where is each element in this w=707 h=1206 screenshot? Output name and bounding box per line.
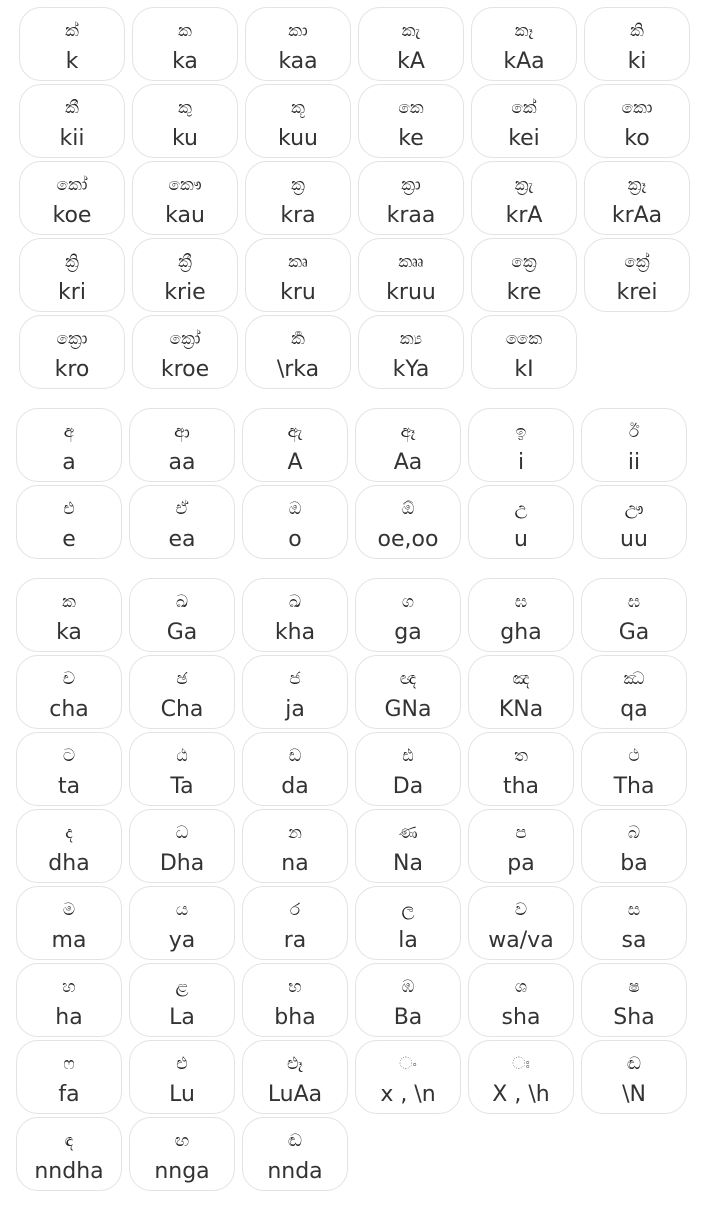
key-button[interactable]	[132, 161, 238, 235]
sinhala-glyph: ක්‍රැ	[514, 175, 534, 195]
sinhala-glyph: උ	[514, 499, 528, 519]
roman-label: bha	[274, 1005, 316, 1030]
roman-label: krA	[505, 203, 543, 228]
sinhala-glyph: ග	[401, 592, 415, 612]
sinhala-glyph: ක	[178, 21, 192, 41]
sinhala-glyph: ක	[62, 592, 76, 612]
sinhala-glyph: ඇ	[287, 422, 303, 442]
key-button[interactable]	[358, 238, 464, 312]
key-button[interactable]	[355, 1040, 461, 1114]
sinhala-glyph: කි	[630, 21, 644, 41]
sinhala-glyph: ඨ	[176, 746, 188, 766]
key-button[interactable]	[245, 238, 351, 312]
key-button[interactable]	[468, 485, 574, 559]
roman-label: Ta	[170, 774, 194, 799]
sinhala-glyph: බ	[627, 823, 641, 843]
key-button[interactable]	[16, 1040, 122, 1114]
sinhala-glyph: කු	[178, 98, 192, 118]
sinhala-glyph: ර	[289, 900, 301, 920]
sinhala-glyph: ආ	[174, 422, 190, 442]
sinhala-glyph: ණ	[398, 823, 418, 843]
key-button[interactable]	[242, 1117, 348, 1191]
key-button[interactable]	[242, 963, 348, 1037]
sinhala-glyph: ක්‍රො	[56, 329, 88, 349]
sinhala-glyph: කෑ	[514, 21, 534, 41]
sinhala-glyph: කෙ	[398, 98, 424, 118]
roman-label: ga	[394, 620, 422, 645]
key-button[interactable]	[581, 886, 687, 960]
key-button[interactable]	[129, 732, 235, 806]
key-button[interactable]	[471, 238, 577, 312]
key-button[interactable]	[355, 809, 461, 883]
key-button[interactable]	[355, 408, 461, 482]
roman-label: la	[398, 928, 418, 953]
roman-label: krei	[616, 280, 658, 305]
sinhala-glyph: ඤ	[512, 669, 530, 689]
sinhala-glyph: ඳ	[64, 1131, 74, 1151]
key-button[interactable]	[581, 408, 687, 482]
sinhala-glyph: ට	[62, 746, 76, 766]
roman-label: wa/va	[488, 928, 554, 953]
key-button[interactable]	[242, 485, 348, 559]
sinhala-glyph: එ	[63, 499, 75, 519]
key-button[interactable]	[245, 7, 351, 81]
key-button[interactable]	[242, 886, 348, 960]
key-button[interactable]	[245, 315, 351, 389]
sinhala-glyph: ප	[515, 823, 527, 843]
sinhala-glyph: ළූ	[287, 1054, 303, 1074]
sinhala-glyph: ක්‍රී	[178, 252, 192, 272]
sinhala-glyph: කො	[621, 98, 653, 118]
roman-label: ya	[168, 928, 196, 953]
roman-label: a	[62, 450, 76, 475]
sinhala-glyph: ය	[175, 900, 189, 920]
key-button[interactable]	[355, 655, 461, 729]
key-button[interactable]	[242, 578, 348, 652]
roman-label: u	[514, 527, 528, 552]
key-button[interactable]	[129, 963, 235, 1037]
roman-label: Dha	[159, 851, 205, 876]
sinhala-glyph: කූ	[291, 98, 305, 118]
key-button[interactable]	[584, 161, 690, 235]
roman-label: sha	[501, 1005, 541, 1030]
key-button[interactable]	[468, 963, 574, 1037]
vowels-grid	[16, 408, 687, 559]
sinhala-glyph: ක්‍රෙ	[511, 252, 537, 272]
key-button[interactable]	[355, 732, 461, 806]
sinhala-glyph: කෘ	[288, 252, 308, 272]
roman-label: \N	[622, 1082, 646, 1107]
key-button[interactable]	[19, 161, 125, 235]
roman-label: ko	[624, 126, 650, 151]
roman-label: krie	[164, 280, 206, 305]
key-button[interactable]	[468, 886, 574, 960]
roman-label: Ga	[618, 620, 650, 645]
sinhala-glyph: ඈ	[400, 422, 416, 442]
sinhala-glyph: කේ	[511, 98, 537, 118]
roman-label: i	[517, 450, 525, 475]
sinhala-glyph: ල	[401, 900, 415, 920]
key-button[interactable]	[358, 84, 464, 158]
key-button[interactable]	[581, 655, 687, 729]
sinhala-glyph: ක්‍ය	[399, 329, 423, 349]
sinhala-glyph: ර්‍ක	[291, 329, 305, 349]
roman-label: A	[287, 450, 303, 475]
roman-label: La	[169, 1005, 195, 1030]
key-button[interactable]	[245, 161, 351, 235]
key-button[interactable]	[16, 578, 122, 652]
roman-label: kii	[59, 126, 85, 151]
sinhala-glyph: ඬ	[626, 1054, 642, 1074]
key-button[interactable]	[16, 655, 122, 729]
roman-label: Lu	[169, 1082, 195, 1107]
roman-label: ka	[56, 620, 82, 645]
key-button[interactable]	[129, 809, 235, 883]
roman-label: Ga	[166, 620, 198, 645]
key-button[interactable]	[471, 7, 577, 81]
roman-label: oe,oo	[377, 527, 439, 552]
roman-label: pa	[507, 851, 535, 876]
key-button[interactable]	[355, 886, 461, 960]
key-button[interactable]	[471, 161, 577, 235]
sinhala-glyph: ඪ	[402, 746, 414, 766]
key-button[interactable]	[468, 732, 574, 806]
sinhala-glyph: ශ	[514, 977, 528, 997]
key-button[interactable]	[581, 732, 687, 806]
key-button[interactable]	[16, 732, 122, 806]
roman-label: ra	[283, 928, 307, 953]
roman-label: Na	[393, 851, 423, 876]
roman-label: \rka	[276, 357, 320, 382]
sinhala-glyph: කෝ	[56, 175, 88, 195]
consonant-forms-grid	[19, 7, 690, 389]
sinhala-glyph: ඌ	[624, 499, 644, 519]
key-button[interactable]	[581, 578, 687, 652]
sinhala-glyph: අ	[63, 422, 75, 442]
roman-label: kaa	[278, 49, 318, 74]
sinhala-glyph: ද	[65, 823, 73, 843]
roman-label: ku	[171, 126, 198, 151]
sinhala-glyph: ඥ	[399, 669, 417, 689]
sinhala-glyph: ඛ	[288, 592, 302, 612]
sinhala-glyph: ජ	[289, 669, 301, 689]
sinhala-glyph: ඩ	[288, 746, 302, 766]
key-button[interactable]	[129, 886, 235, 960]
roman-label: kuu	[278, 126, 318, 151]
key-button[interactable]	[581, 485, 687, 559]
roman-label: Sha	[613, 1005, 655, 1030]
roman-label: kre	[506, 280, 542, 305]
sinhala-glyph: ඉ	[515, 422, 527, 442]
key-button[interactable]	[584, 7, 690, 81]
key-button[interactable]	[16, 1117, 122, 1191]
roman-label: k	[65, 49, 79, 74]
roman-label: kraa	[386, 203, 436, 228]
key-button[interactable]	[129, 578, 235, 652]
key-button[interactable]	[129, 408, 235, 482]
key-button[interactable]	[19, 84, 125, 158]
key-button[interactable]	[16, 886, 122, 960]
key-button[interactable]	[355, 485, 461, 559]
sinhala-glyph: ෂ	[628, 977, 640, 997]
sinhala-glyph: ඡ	[176, 669, 188, 689]
roman-label: koe	[52, 203, 92, 228]
key-button[interactable]	[19, 238, 125, 312]
sinhala-glyph: ත	[514, 746, 528, 766]
sinhala-glyph: ඝ	[627, 592, 641, 612]
key-button[interactable]	[242, 809, 348, 883]
sinhala-glyph: භ	[288, 977, 302, 997]
roman-label: Aa	[393, 450, 423, 475]
roman-label: tha	[502, 774, 540, 799]
key-button[interactable]	[242, 408, 348, 482]
sinhala-glyph: ව	[514, 900, 528, 920]
sinhala-glyph: ඔ	[288, 499, 302, 519]
roman-label: uu	[620, 527, 648, 552]
roman-label: ii	[627, 450, 641, 475]
roman-label: kruu	[386, 280, 436, 305]
roman-label: qa	[620, 697, 648, 722]
sinhala-glyph: ඒ	[175, 499, 189, 519]
roman-label: aa	[168, 450, 196, 475]
sinhala-glyph: කෲ	[398, 252, 424, 272]
sinhala-glyph: ධ	[175, 823, 189, 843]
sinhala-glyph: ච	[62, 669, 76, 689]
roman-label: nndha	[34, 1159, 104, 1184]
roman-label: nnda	[267, 1159, 323, 1184]
key-button[interactable]	[242, 1040, 348, 1114]
sinhala-glyph: ක්‍ර	[291, 175, 305, 195]
sinhala-glyph: ක්‍රෑ	[627, 175, 647, 195]
sinhala-glyph: න	[288, 823, 302, 843]
roman-label: e	[62, 527, 76, 552]
sinhala-glyph: කෛ	[505, 329, 543, 349]
key-button[interactable]	[132, 7, 238, 81]
key-button[interactable]	[358, 315, 464, 389]
roman-label: Ba	[393, 1005, 423, 1030]
key-button[interactable]	[16, 408, 122, 482]
roman-label: na	[281, 851, 309, 876]
roman-label: Da	[392, 774, 424, 799]
sinhala-glyph: ක්	[65, 21, 79, 41]
roman-label: fa	[58, 1082, 80, 1107]
sinhala-glyph: කා	[288, 21, 308, 41]
key-button[interactable]	[19, 7, 125, 81]
sinhala-glyph: ං	[399, 1054, 417, 1074]
roman-label: cha	[49, 697, 89, 722]
roman-label: kro	[54, 357, 90, 382]
key-button[interactable]	[584, 84, 690, 158]
key-button[interactable]	[584, 238, 690, 312]
roman-label: kha	[274, 620, 316, 645]
roman-label: GNa	[384, 697, 432, 722]
key-button[interactable]	[355, 963, 461, 1037]
sinhala-glyph: ඬ	[287, 1131, 303, 1151]
roman-label: dha	[48, 851, 90, 876]
sinhala-glyph: ළු	[176, 1054, 188, 1074]
roman-label: gha	[500, 620, 542, 645]
key-button[interactable]	[129, 655, 235, 729]
key-button[interactable]	[468, 809, 574, 883]
roman-label: kAa	[503, 49, 545, 74]
sinhala-glyph: ස	[627, 900, 641, 920]
key-button[interactable]	[16, 809, 122, 883]
roman-label: ea	[168, 527, 196, 552]
key-button[interactable]	[581, 963, 687, 1037]
roman-label: kri	[58, 280, 86, 305]
key-button[interactable]	[19, 315, 125, 389]
key-button[interactable]	[129, 1040, 235, 1114]
key-button[interactable]	[468, 1040, 574, 1114]
roman-label: Cha	[160, 697, 204, 722]
sinhala-glyph: කෞ	[168, 175, 202, 195]
sinhala-glyph: ඕ	[401, 499, 415, 519]
roman-label: kru	[280, 280, 316, 305]
roman-label: o	[288, 527, 302, 552]
key-button[interactable]	[468, 578, 574, 652]
key-button[interactable]	[242, 732, 348, 806]
key-button[interactable]	[581, 809, 687, 883]
key-button[interactable]	[132, 315, 238, 389]
sinhala-glyph: ඛ	[175, 592, 189, 612]
sinhala-glyph: කැ	[401, 21, 421, 41]
roman-label: x , \n	[380, 1082, 436, 1107]
key-button[interactable]	[358, 161, 464, 235]
roman-label: nnga	[154, 1159, 210, 1184]
sinhala-glyph: ඹ	[401, 977, 415, 997]
key-button[interactable]	[355, 578, 461, 652]
sinhala-glyph: ඃ	[512, 1054, 530, 1074]
key-button[interactable]	[468, 408, 574, 482]
roman-label: kroe	[160, 357, 210, 382]
sinhala-glyph: ඊ	[628, 422, 640, 442]
roman-label: kau	[165, 203, 205, 228]
roman-label: KNa	[498, 697, 544, 722]
roman-label: LuAa	[267, 1082, 323, 1107]
key-button[interactable]	[468, 655, 574, 729]
roman-label: kI	[514, 357, 534, 382]
sinhala-glyph: ම	[62, 900, 76, 920]
roman-label: ma	[51, 928, 87, 953]
key-button[interactable]	[471, 84, 577, 158]
roman-label: krAa	[611, 203, 663, 228]
key-button[interactable]	[129, 1117, 235, 1191]
roman-label: ba	[620, 851, 648, 876]
roman-label: ki	[627, 49, 647, 74]
sinhala-glyph: ෆ	[63, 1054, 75, 1074]
sinhala-glyph: ක්‍රි	[65, 252, 79, 272]
roman-label: kYa	[392, 357, 430, 382]
roman-label: ja	[285, 697, 305, 722]
sinhala-glyph: ථ	[628, 746, 640, 766]
roman-label: sa	[621, 928, 647, 953]
key-button[interactable]	[245, 84, 351, 158]
sinhala-glyph: ඟ	[174, 1131, 190, 1151]
key-button[interactable]	[471, 315, 577, 389]
key-button[interactable]	[242, 655, 348, 729]
sinhala-glyph: කී	[65, 98, 79, 118]
roman-label: ta	[57, 774, 81, 799]
key-button[interactable]	[16, 963, 122, 1037]
key-button[interactable]	[581, 1040, 687, 1114]
roman-label: ka	[172, 49, 198, 74]
letters-grid	[16, 578, 687, 1191]
key-button[interactable]	[132, 84, 238, 158]
roman-label: kA	[397, 49, 425, 74]
sinhala-glyph: ක්‍රා	[401, 175, 421, 195]
key-button[interactable]	[16, 485, 122, 559]
roman-label: X , \h	[492, 1082, 550, 1107]
sinhala-glyph: ක්‍රෝ	[169, 329, 201, 349]
sinhala-glyph: හ	[62, 977, 76, 997]
roman-label: Tha	[613, 774, 655, 799]
roman-label: ha	[55, 1005, 83, 1030]
roman-label: da	[281, 774, 309, 799]
roman-label: kra	[280, 203, 316, 228]
sinhala-glyph: ඣ	[623, 669, 645, 689]
roman-label: kei	[508, 126, 540, 151]
key-button[interactable]	[129, 485, 235, 559]
sinhala-glyph: ළ	[175, 977, 189, 997]
key-button[interactable]	[358, 7, 464, 81]
roman-label: ke	[398, 126, 424, 151]
sinhala-glyph: ක්‍රේ	[624, 252, 650, 272]
sinhala-glyph: ඝ	[514, 592, 528, 612]
key-button[interactable]	[132, 238, 238, 312]
